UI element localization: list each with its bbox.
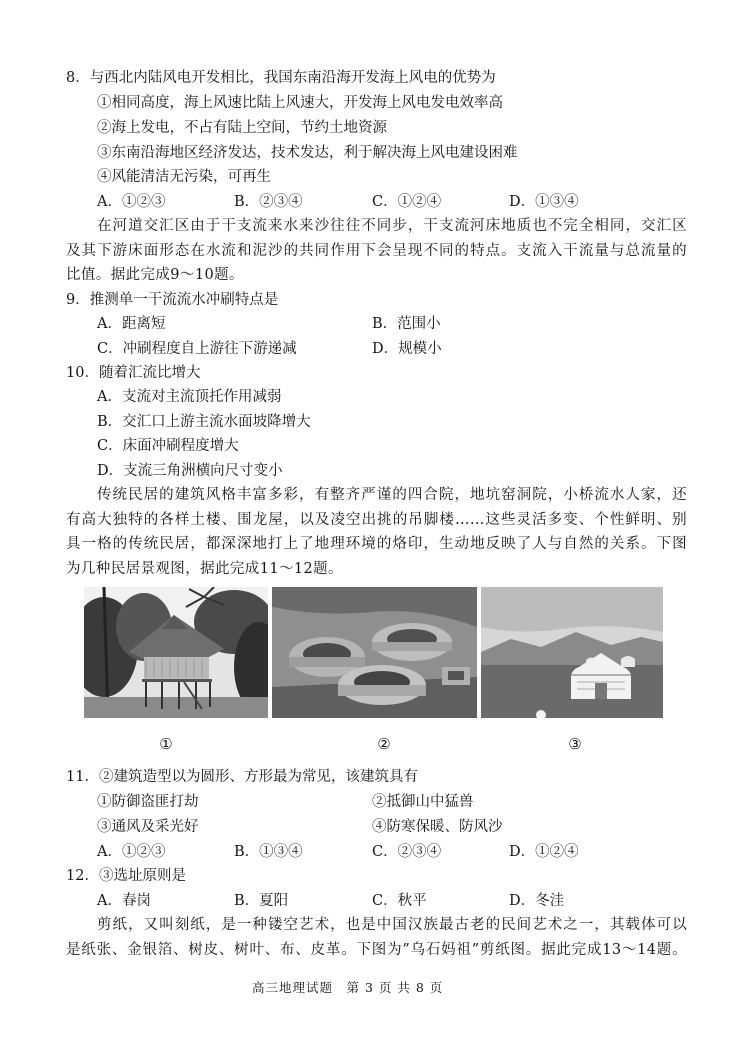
question-10-option-a: A．支流对主流顶托作用减弱	[97, 389, 282, 405]
passage-1-line-3: 比值。据此完成9～10题。	[66, 267, 244, 283]
question-9-option-d: D．规模小	[372, 341, 442, 357]
passage-1-line-1: 在河道交汇区由于干支流来水来沙往往不同步，干支流河床地质也不完全相同，交汇区	[97, 218, 687, 234]
question-12-option-d: D．冬洼	[509, 893, 565, 909]
question-11-statement-2: ②抵御山中猛兽	[372, 794, 474, 810]
page-footer: 高三地理试题 第 3 页 共 8 页	[252, 980, 444, 995]
question-11-statement-1: ①防御盗匪打劫	[97, 794, 199, 810]
question-11-option-b: B．①③④	[234, 844, 303, 860]
question-11-statement-3: ③通风及采光好	[97, 819, 199, 835]
question-11-option-d: D．①②④	[509, 844, 579, 860]
question-9-option-a: A．距离短	[97, 316, 166, 332]
figure-caption-3: ③	[568, 735, 582, 753]
passage-2-line-1: 传统民居的建筑风格丰富多彩，有整齐严谨的四合院，地坑窑洞院，小桥流水人家，还	[97, 487, 687, 503]
passage-1-line-2: 及其下游床面形态在水流和泥沙的共同作用下会呈现不同的特点。支流入干流量与总流量的	[66, 243, 687, 259]
figure-caption-2: ②	[377, 735, 391, 753]
question-8-option-c: C．①②④	[372, 194, 442, 210]
question-11-statement-4: ④防寒保暖、防风沙	[372, 819, 503, 835]
question-12-option-a: A．春岗	[97, 893, 151, 909]
passage-2-line-3: 具一格的传统民居，都深深地打上了地理环境的烙印，生动地反映了人与自然的关系。下图	[66, 536, 687, 552]
photo-tulou-earth-buildings	[272, 587, 477, 718]
passage-2-line-2: 有高大独特的各样土楼、围龙屋，以及凌空出挑的吊脚楼……这些灵活多变、个性鲜明、别	[66, 512, 687, 528]
question-12-option-b: B．夏阳	[234, 893, 289, 909]
question-10-option-b: B．交汇口上游主流水面坡降增大	[97, 414, 311, 430]
passage-2-line-4: 为几种民居景观图，据此完成11～12题。	[66, 561, 343, 577]
question-11-option-a: A．①②③	[97, 844, 166, 860]
question-10-option-d: D．支流三角洲横向尺寸变小	[97, 463, 283, 479]
question-12-option-c: C．秋平	[372, 893, 427, 909]
passage-3-line-2: 是纸张、金银箔、树皮、树叶、布、皮革。下图为”乌石妈祖”剪纸图。据此完成13～14题。	[66, 942, 687, 958]
question-8-option-a: A．①②③	[97, 194, 166, 210]
photo-yurts-grassland	[481, 587, 663, 718]
question-12-stem: 12．③选址原则是	[66, 868, 186, 884]
question-8-statement-1: ①相同高度，海上风速比陆上风速大，开发海上风电发电效率高	[97, 95, 503, 111]
question-8-statement-2: ②海上发电，不占有陆上空间，节约土地资源	[97, 120, 387, 136]
question-8-statement-3: ③东南沿海地区经济发达，技术发达，利于解决海上风电建设困难	[97, 145, 518, 161]
question-9-stem: 9．推测单一干流流水冲刷特点是	[66, 292, 279, 308]
question-10-stem: 10．随着汇流比增大	[66, 365, 201, 381]
question-9-option-c: C．冲刷程度自上游往下游递减	[97, 341, 297, 357]
question-9-option-b: B．范围小	[372, 316, 441, 332]
question-8-option-d: D．①③④	[509, 194, 579, 210]
question-11-option-c: C．②③④	[372, 844, 442, 860]
question-8-stem: 8．与西北内陆风电开发相比，我国东南沿海开发海上风电的优势为	[66, 70, 496, 86]
photo-stilt-house	[84, 587, 268, 718]
figure-caption-1: ①	[159, 735, 173, 753]
question-11-stem: 11．②建筑造型以为圆形、方形最为常见，该建筑具有	[66, 769, 418, 785]
passage-3-line-1: 剪纸，又叫刻纸，是一种镂空艺术，也是中国汉族最古老的民间艺术之一，其载体可以	[97, 917, 687, 933]
question-8-option-b: B．②③④	[234, 194, 303, 210]
question-8-statement-4: ④风能清洁无污染，可再生	[97, 169, 271, 185]
question-10-option-c: C．床面冲刷程度增大	[97, 438, 239, 454]
